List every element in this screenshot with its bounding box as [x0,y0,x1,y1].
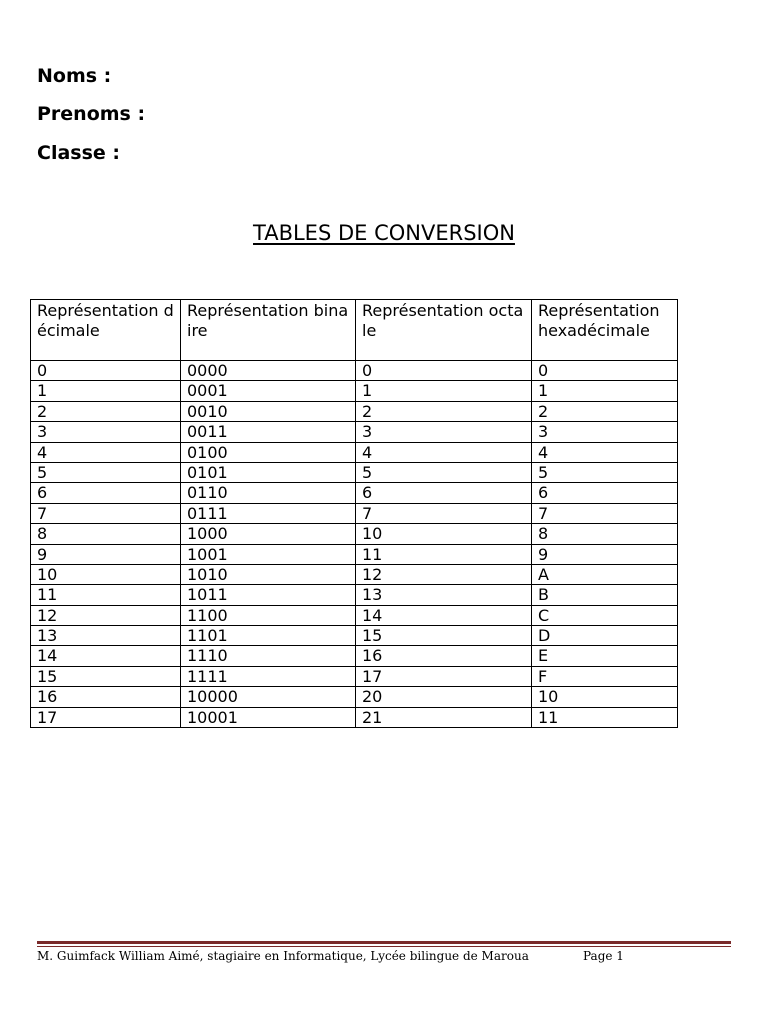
cell-binary: 1111 [181,666,356,686]
cell-decimal: 9 [31,544,181,564]
cell-binary: 10001 [181,707,356,727]
header-binary: Représentation binaire [181,300,356,361]
cell-hexadecimal: 0 [532,361,678,381]
cell-binary: 1101 [181,626,356,646]
footer-rule [37,941,731,944]
cell-octal: 13 [356,585,532,605]
header-decimal: Représentation décimale [31,300,181,361]
cell-decimal: 14 [31,646,181,666]
cell-octal: 21 [356,707,532,727]
classe-label: Classe : [37,142,120,164]
cell-octal: 11 [356,544,532,564]
table-row [31,626,678,646]
cell-decimal: 1 [31,381,181,401]
cell-decimal: 2 [31,401,181,421]
cell-decimal: 17 [31,707,181,727]
cell-decimal: 3 [31,422,181,442]
cell-binary: 0111 [181,503,356,523]
cell-decimal: 5 [31,462,181,482]
cell-binary: 1011 [181,585,356,605]
cell-hexadecimal: E [532,646,678,666]
table-row [31,605,678,625]
cell-decimal: 11 [31,585,181,605]
cell-decimal: 6 [31,483,181,503]
cell-octal: 6 [356,483,532,503]
table-row [31,462,678,482]
cell-binary: 10000 [181,687,356,707]
cell-hexadecimal: C [532,605,678,625]
table-row [31,524,678,544]
cell-octal: 17 [356,666,532,686]
cell-decimal: 7 [31,503,181,523]
cell-binary: 0010 [181,401,356,421]
cell-decimal: 13 [31,626,181,646]
table-row [31,585,678,605]
table-row [31,564,678,584]
table-row [31,646,678,666]
cell-hexadecimal: 6 [532,483,678,503]
header-octal: Représentation octale [356,300,532,361]
cell-binary: 1100 [181,605,356,625]
table-row [31,361,678,381]
cell-decimal: 15 [31,666,181,686]
cell-decimal: 12 [31,605,181,625]
table-row [31,422,678,442]
cell-hexadecimal: 7 [532,503,678,523]
document-title: TABLES DE CONVERSION [253,221,515,245]
cell-hexadecimal: F [532,666,678,686]
cell-binary: 0101 [181,462,356,482]
cell-binary: 0011 [181,422,356,442]
cell-octal: 12 [356,564,532,584]
header-hexadecimal: Représentation hexadécimale [532,300,678,361]
table-row [31,707,678,727]
cell-binary: 1110 [181,646,356,666]
cell-binary: 0001 [181,381,356,401]
cell-hexadecimal: 3 [532,422,678,442]
conversion-table [30,299,678,728]
cell-decimal: 4 [31,442,181,462]
footer-author: M. Guimfack William Aimé, stagiaire en Informatique, Lycée bilingue de Maroua [37,949,529,963]
cell-hexadecimal: 2 [532,401,678,421]
cell-hexadecimal: 5 [532,462,678,482]
cell-octal: 4 [356,442,532,462]
cell-hexadecimal: D [532,626,678,646]
table-row [31,401,678,421]
cell-octal: 2 [356,401,532,421]
cell-decimal: 0 [31,361,181,381]
cell-octal: 16 [356,646,532,666]
cell-octal: 5 [356,462,532,482]
table-row [31,503,678,523]
cell-octal: 14 [356,605,532,625]
table-row [31,544,678,564]
cell-decimal: 8 [31,524,181,544]
footer-page-number: Page 1 [583,949,624,963]
prenoms-label: Prenoms : [37,103,146,125]
cell-decimal: 16 [31,687,181,707]
cell-octal: 0 [356,361,532,381]
table-row [31,442,678,462]
cell-hexadecimal: 9 [532,544,678,564]
table-row [31,666,678,686]
cell-binary: 1010 [181,564,356,584]
cell-hexadecimal: 1 [532,381,678,401]
table-header-row [31,300,678,361]
cell-hexadecimal: A [532,564,678,584]
table-row [31,483,678,503]
cell-hexadecimal: 8 [532,524,678,544]
cell-octal: 10 [356,524,532,544]
cell-binary: 0000 [181,361,356,381]
cell-octal: 7 [356,503,532,523]
cell-hexadecimal: 10 [532,687,678,707]
cell-hexadecimal: 4 [532,442,678,462]
cell-hexadecimal: 11 [532,707,678,727]
cell-octal: 15 [356,626,532,646]
cell-octal: 20 [356,687,532,707]
table-row [31,687,678,707]
cell-binary: 0110 [181,483,356,503]
cell-decimal: 10 [31,564,181,584]
cell-binary: 1001 [181,544,356,564]
cell-binary: 1000 [181,524,356,544]
footer-rule-thin [37,946,731,947]
cell-binary: 0100 [181,442,356,462]
noms-label: Noms : [37,65,112,87]
cell-octal: 3 [356,422,532,442]
cell-hexadecimal: B [532,585,678,605]
table-body [31,361,678,728]
table-row [31,381,678,401]
cell-octal: 1 [356,381,532,401]
